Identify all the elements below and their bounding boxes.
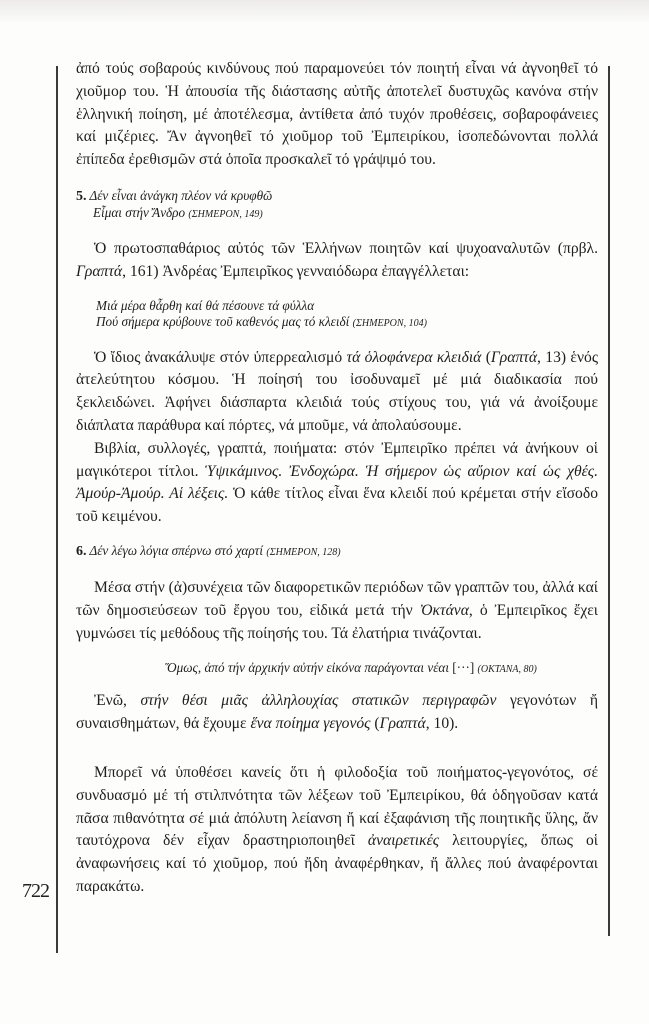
paragraph-4 <box>76 438 598 529</box>
section-5-heading <box>76 188 598 224</box>
italic-title: Γραπτά <box>490 348 538 366</box>
section-6-heading <box>76 543 598 562</box>
scan-top-shadow <box>0 0 649 22</box>
prose-quote-2 <box>76 660 598 679</box>
text-run: λειτουργίες, ὅπως οἱ ἀναφωνήσεις καί τό χιοῦμορ, πού ἤδη ἀναφέρθηκαν, ἤ ἄλλες πού ἀναφέρονται παρακάτω. <box>76 832 598 895</box>
text-run: Ὁ ἴδιος ἀνακάλυψε στόν ὑπερρεαλισμό <box>94 348 347 366</box>
source-citation: (ΣΗΜΕΡΟΝ, 128) <box>266 546 341 558</box>
source-citation: (ΣΗΜΕΡΟΝ, 149) <box>188 209 263 221</box>
page-number: 722 <box>22 880 49 902</box>
section-number: 6. <box>76 543 87 559</box>
text-run: , 10). <box>425 715 459 733</box>
quote-text: Ὅμως, ἀπό τήν ἀρχικήν αὐτήν εἰκόνα παράγονται νέαι <box>165 659 449 675</box>
heading-line-2: Εἶμαι στήν Ἄνδρο <box>93 205 186 221</box>
text-run: Μέσα στήν (ἀ)συνέχεια τῶν διαφορετικῶν περιόδων τῶν γραπτῶν του, ἀλλά καί τῶν δημοσιεύσεων τοῦ ἔργου του, εἰδικά μετά τήν <box>76 579 598 620</box>
right-margin-rule <box>608 66 610 936</box>
text-run: γεγονότων ἤ συναισθημάτων, θά ἔχουμε <box>76 692 598 733</box>
text-run: , ὁ Ἐμπειρῖκος ἔχει γυμνώσει τίς μεθόδους τῆς ποίησής του. Τά ἐλατήρια τινάζονται. <box>76 602 598 643</box>
italic-title: Γραπτά <box>76 262 123 280</box>
text-run: , 13) ἑνός ἀτελεύτητου κόσμου. Ἡ ποίησή του ἰσοδυναμεῖ μέ μιά διαδικασία πού ξεκλειδώνει. Ἀφήνει διάσπαρτα κλειδιά τούς στίχους του, γιά νά ἀνοίξουμε διάπλατα παράθυρα καί πόρτες, νά μποῦμε, νά ἀπολαύσουμε. <box>76 348 598 434</box>
text-run: ( <box>481 348 491 366</box>
paragraph-6 <box>76 690 598 736</box>
italic-phrase: τά ὁλοφάνερα κλειδιά <box>346 348 482 366</box>
section-number: 5. <box>76 188 87 204</box>
italic-titles: Ὑψικάμινος. Ἐνδοχώρα. Ἡ σήμερον ὡς αὔριον καί ὡς χθές. Ἀμούρ-Ἀμούρ. Αἱ λέξεις. <box>76 462 598 503</box>
text-run: Ὁ πρωτοσπαθάριος αὐτός τῶν Ἑλλήνων ποιητῶν καί ψυχοαναλυτῶν (πρβλ. <box>94 239 598 257</box>
verse-line-1: Μιά μέρα θἆρθη καί θά πέσουνε τά φύλλα <box>96 297 315 313</box>
paragraph-5 <box>76 577 598 645</box>
italic-word: ἀναιρετικές <box>367 832 440 850</box>
italic-title: Γραπτά <box>379 715 426 733</box>
text-run: ( <box>370 715 380 733</box>
italic-phrase: ἕνα ποίημα γεγονός <box>250 715 371 733</box>
text-run: Βιβλία, συλλογές, γραπτά, ποιήματα: στόν Ἐμπειρῖκο πρέπει νά ἀνήκουν οἱ μαγικότεροι τίτλοι. <box>76 439 598 480</box>
text-run: Ἐνῶ, <box>94 692 141 710</box>
heading-line-1: Δέν λέγω λόγια σπέρνω στό χαρτί <box>89 542 264 558</box>
text-column <box>76 58 598 899</box>
italic-phrase: στήν θέσι μιᾶς ἀλληλουχίας στατικῶν περιγραφῶν <box>140 692 497 710</box>
paragraph-7 <box>76 762 598 899</box>
paragraph-2 <box>76 238 598 284</box>
heading-line-1: Δέν εἶναι ἀνάγκη πλέον νά κρυφθῶ <box>89 187 273 203</box>
paragraph-1: ἀπό τούς σοβαρούς κινδύνους πού παραμονεύει τόν ποιητή εἶναι νά ἀγνοηθεῖ τό χιοῦμορ του. Ἡ ἀπουσία τῆς διάστασης αὐτῆς ἀποτελεῖ δυστυχῶς κανόνα στήν ἑλληνική ποίηση, μέ ἀποτέλεσμα, ἀντίθετα ἀπό τυχόν προθέσεις, σοβαροφάνειες καί μιζέριες. Ἄν ἀγνοηθεῖ τό χιοῦμορ τοῦ Ἐμπειρίκου, ἰσοπεδώνονται πολλά ἐπίπεδα ἐρεθισμῶν στά ὁποῖα προσκαλεῖ τό γράψιμό του. <box>76 60 598 169</box>
source-citation: (ΣΗΜΕΡΟΝ, 104) <box>352 318 427 330</box>
text-run: , 161) Ἀνδρέας Ἐμπειρῖκος γενναιόδωρα ἐπαγγέλλεται: <box>122 262 470 280</box>
italic-title: Ὀκτάνα <box>419 602 469 620</box>
text-run: Ὁ κάθε τίτλος εἶναι ἕνα κλειδί πού κρέμεται στήν εἴσοδο τοῦ κειμένου. <box>76 485 599 526</box>
verse-quote-1 <box>76 298 598 333</box>
text-run: Μπορεῖ νά ὑποθέσει κανείς ὅτι ἡ φιλοδοξία τοῦ ποιήματος-γεγονότος, σέ συνδυασμό μέ τή στιλπνότητα τῶν λέξεων τοῦ Ἐμπειρίκου, θά ὁδηγοῦσαν κατά πᾶσα πιθανότητα σέ μιά ἀπόλυτη λείανση ἤ καί ἐξαφάνιση τῆς ποιητικῆς ὕλης, ἄν ταυτόχρονα δέν εἶχαν δραστηριοποιηθεῖ <box>76 763 598 850</box>
paragraph-3 <box>76 347 598 438</box>
ellipsis: [···] <box>452 659 475 675</box>
left-margin-rule <box>56 66 58 953</box>
verse-line-2: Πού σήμερα κρύβουνε τοῦ καθενός μας τό κλειδί <box>96 314 350 330</box>
source-citation: (ΟΚΤΑΝΑ, 80) <box>477 663 537 675</box>
